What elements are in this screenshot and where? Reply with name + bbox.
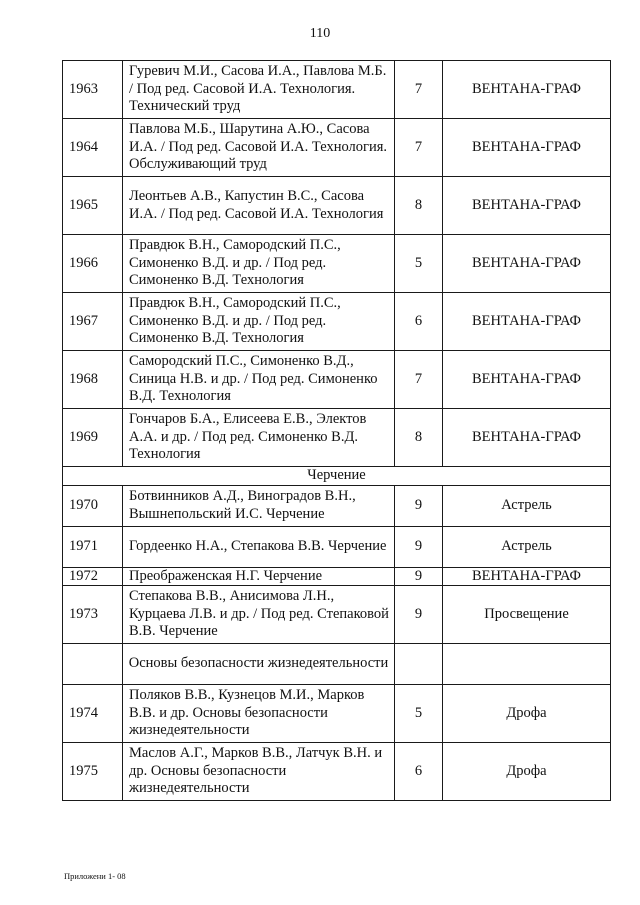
row-number: 1967 xyxy=(63,293,123,351)
row-description: Маслов А.Г., Марков В.В., Латчук В.Н. и др. Основы безопасности жизнедеятельности xyxy=(123,743,395,801)
table-row xyxy=(63,293,611,351)
row-number: 1971 xyxy=(63,526,123,567)
table-row xyxy=(63,177,611,235)
row-description: Гуревич М.И., Сасова И.А., Павлова М.Б. / Под ред. Сасовой И.А. Технология. Технический труд xyxy=(123,61,395,119)
row-number: 1974 xyxy=(63,685,123,743)
row-publisher: ВЕНТАНА-ГРАФ xyxy=(443,61,611,119)
row-publisher: ВЕНТАНА-ГРАФ xyxy=(443,293,611,351)
row-description: Самородский П.С., Симоненко В.Д., Синица Н.В. и др. / Под ред. Симоненко В.Д. Технология xyxy=(123,351,395,409)
row-grade: 9 xyxy=(395,485,443,526)
row-publisher: ВЕНТАНА-ГРАФ xyxy=(443,409,611,467)
row-number: 1973 xyxy=(63,586,123,644)
row-publisher: ВЕНТАНА-ГРАФ xyxy=(443,235,611,293)
row-grade: 9 xyxy=(395,526,443,567)
section-heading-drawing: Черчение xyxy=(63,467,611,486)
row-description: Поляков В.В., Кузнецов М.И., Марков В.В. и др. Основы безопасности жизнедеятельности xyxy=(123,685,395,743)
row-number: 1968 xyxy=(63,351,123,409)
empty-cell xyxy=(443,644,611,685)
row-description: Правдюк В.Н., Самородский П.С., Симоненко В.Д. и др. / Под ред. Симоненко В.Д. Технология xyxy=(123,293,395,351)
row-grade: 9 xyxy=(395,586,443,644)
row-number: 1969 xyxy=(63,409,123,467)
row-grade: 5 xyxy=(395,235,443,293)
table-row xyxy=(63,685,611,743)
table-row xyxy=(63,409,611,467)
textbook-table xyxy=(62,60,611,801)
row-number: 1975 xyxy=(63,743,123,801)
table-row xyxy=(63,235,611,293)
row-publisher: Дрофа xyxy=(443,743,611,801)
section-heading-life-safety: Основы безопасности жизнедеятельности xyxy=(123,644,395,685)
row-publisher: ВЕНТАНА-ГРАФ xyxy=(443,567,611,586)
row-number: 1964 xyxy=(63,119,123,177)
row-grade: 8 xyxy=(395,409,443,467)
table-row xyxy=(63,351,611,409)
row-number: 1963 xyxy=(63,61,123,119)
row-publisher: ВЕНТАНА-ГРАФ xyxy=(443,351,611,409)
table-row xyxy=(63,526,611,567)
row-grade: 6 xyxy=(395,743,443,801)
row-description: Павлова М.Б., Шарутина А.Ю., Сасова И.А. / Под ред. Сасовой И.А. Технология. Обслуживающий труд xyxy=(123,119,395,177)
row-publisher: Астрель xyxy=(443,485,611,526)
row-description: Правдюк В.Н., Самородский П.С., Симоненко В.Д. и др. / Под ред. Симоненко В.Д. Технология xyxy=(123,235,395,293)
row-grade: 9 xyxy=(395,567,443,586)
table-row xyxy=(63,485,611,526)
row-publisher: Дрофа xyxy=(443,685,611,743)
table-row xyxy=(63,743,611,801)
section-row xyxy=(63,644,611,685)
row-publisher: ВЕНТАНА-ГРАФ xyxy=(443,177,611,235)
section-row xyxy=(63,467,611,486)
row-description: Степакова В.В., Анисимова Л.Н., Курцаева Л.В. и др. / Под ред. Степаковой В.В. Черчение xyxy=(123,586,395,644)
row-grade: 7 xyxy=(395,61,443,119)
footer-note: Приложени 1- 08 xyxy=(64,871,126,881)
empty-cell xyxy=(395,644,443,685)
empty-cell xyxy=(63,644,123,685)
row-grade: 7 xyxy=(395,351,443,409)
row-description: Преображенская Н.Г. Черчение xyxy=(123,567,395,586)
row-grade: 6 xyxy=(395,293,443,351)
table-row xyxy=(63,61,611,119)
row-publisher: Астрель xyxy=(443,526,611,567)
page-number: 110 xyxy=(309,26,331,41)
row-number: 1972 xyxy=(63,567,123,586)
table-row xyxy=(63,119,611,177)
row-grade: 7 xyxy=(395,119,443,177)
row-description: Гончаров Б.А., Елисеева Е.В., Электов А.А. и др. / Под ред. Симоненко В.Д. Технология xyxy=(123,409,395,467)
row-grade: 5 xyxy=(395,685,443,743)
table-row xyxy=(63,567,611,586)
row-publisher: Просвещение xyxy=(443,586,611,644)
row-number: 1970 xyxy=(63,485,123,526)
row-description: Ботвинников А.Д., Виноградов В.Н., Вышнепольский И.С. Черчение xyxy=(123,485,395,526)
row-grade: 8 xyxy=(395,177,443,235)
table-row xyxy=(63,586,611,644)
row-description: Леонтьев А.В., Капустин В.С., Сасова И.А. / Под ред. Сасовой И.А. Технология xyxy=(123,177,395,235)
row-description: Гордеенко Н.А., Степакова В.В. Черчение xyxy=(123,526,395,567)
row-number: 1965 xyxy=(63,177,123,235)
row-publisher: ВЕНТАНА-ГРАФ xyxy=(443,119,611,177)
row-number: 1966 xyxy=(63,235,123,293)
